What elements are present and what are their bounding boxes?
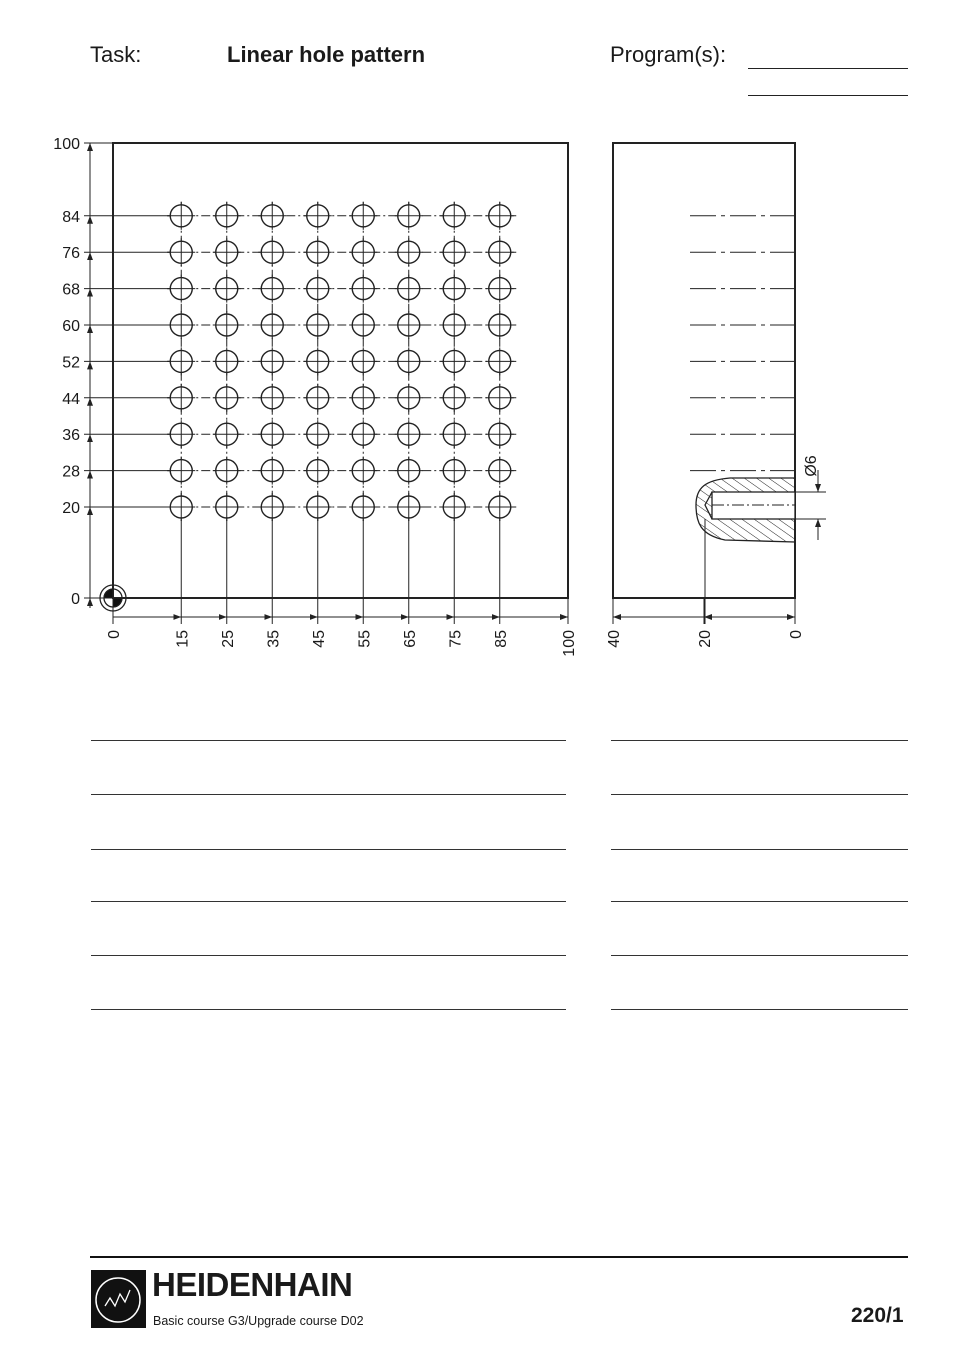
note-line-right[interactable]	[611, 849, 908, 850]
y-tick-label: 44	[62, 390, 80, 408]
diameter-label: Ø6	[803, 455, 820, 477]
heidenhain-logo-icon	[91, 1270, 146, 1328]
y-tick-label: 100	[53, 136, 80, 153]
hole	[304, 347, 332, 375]
hole	[258, 238, 286, 266]
hole	[213, 238, 241, 266]
hole	[167, 202, 195, 230]
hole	[486, 347, 514, 375]
y-tick-label: 60	[62, 318, 80, 335]
y-tick-label: 0	[71, 591, 80, 608]
hole	[258, 311, 286, 339]
x-tick-label: 65	[401, 630, 419, 648]
hole	[395, 275, 423, 303]
hole	[167, 457, 195, 485]
hole	[349, 275, 377, 303]
hole	[395, 384, 423, 412]
hole	[258, 457, 286, 485]
hole	[167, 420, 195, 448]
hole	[486, 457, 514, 485]
note-line-right[interactable]	[611, 901, 908, 902]
hole-section	[696, 470, 826, 624]
hole	[213, 347, 241, 375]
hole	[440, 202, 468, 230]
x-tick-label: 100	[561, 630, 578, 657]
hole	[213, 384, 241, 412]
x-tick-label: 15	[174, 630, 192, 648]
hole	[395, 238, 423, 266]
hole	[213, 311, 241, 339]
hole	[349, 384, 377, 412]
task-title: Linear hole pattern	[227, 42, 426, 67]
note-line-left[interactable]	[91, 740, 566, 741]
note-line-left[interactable]	[91, 794, 566, 795]
x-tick-label: 35	[265, 630, 283, 648]
hole	[167, 384, 195, 412]
y-tick-label: 20	[62, 500, 80, 517]
hole	[440, 275, 468, 303]
hole	[349, 493, 377, 521]
hole	[167, 347, 195, 375]
task-label: Task:	[90, 42, 142, 67]
hole	[486, 202, 514, 230]
hole	[486, 311, 514, 339]
hole	[213, 457, 241, 485]
x-tick-label: 25	[219, 630, 237, 648]
side-tick-label: 40	[606, 630, 623, 648]
front-view	[53, 136, 578, 657]
hole	[167, 238, 195, 266]
hole	[304, 457, 332, 485]
x-dimension-labels	[106, 630, 578, 657]
note-line-right[interactable]	[611, 955, 908, 956]
note-line-right[interactable]	[611, 740, 908, 741]
note-line-left[interactable]	[91, 849, 566, 850]
program-label: Program(s):	[610, 42, 727, 67]
side-hole-centerlines	[690, 216, 799, 471]
hole	[258, 275, 286, 303]
hole	[304, 202, 332, 230]
hole	[440, 457, 468, 485]
hole	[304, 384, 332, 412]
hole	[395, 420, 423, 448]
note-line-right[interactable]	[611, 794, 908, 795]
course-name: Basic course G3/Upgrade course D02	[153, 1314, 364, 1328]
x-tick-label: 0	[106, 630, 123, 639]
page-number: 220/1	[851, 1304, 904, 1327]
y-tick-label: 28	[62, 463, 80, 481]
y-dimension-labels	[53, 136, 80, 608]
brand-name: HEIDENHAIN	[152, 1266, 353, 1303]
note-line-left[interactable]	[91, 955, 566, 956]
hole	[258, 420, 286, 448]
side-dimension-marks	[613, 598, 795, 624]
hole	[304, 311, 332, 339]
hole	[440, 347, 468, 375]
hole	[213, 275, 241, 303]
side-tick-label: 0	[788, 630, 805, 639]
datum-symbol	[100, 585, 126, 611]
hole	[349, 457, 377, 485]
x-tick-label: 45	[310, 630, 328, 648]
hole	[486, 275, 514, 303]
hole	[486, 420, 514, 448]
note-line-left[interactable]	[91, 901, 566, 902]
hole	[395, 493, 423, 521]
hole	[486, 384, 514, 412]
y-tick-label: 76	[62, 245, 80, 263]
hole	[304, 493, 332, 521]
x-tick-label: 55	[356, 630, 374, 648]
footer-rule	[90, 1256, 908, 1258]
hole	[167, 493, 195, 521]
x-tick-label: 85	[492, 630, 510, 648]
hole	[304, 420, 332, 448]
hole	[258, 493, 286, 521]
hole	[440, 238, 468, 266]
hole	[304, 275, 332, 303]
hole	[440, 493, 468, 521]
hole	[349, 420, 377, 448]
hole	[213, 493, 241, 521]
side-tick-label: 20	[697, 630, 714, 648]
hole	[349, 202, 377, 230]
y-tick-label: 84	[62, 208, 80, 226]
note-line-left[interactable]	[91, 1009, 566, 1010]
y-tick-label: 68	[62, 281, 80, 299]
hole	[349, 311, 377, 339]
hole	[213, 202, 241, 230]
hole	[167, 311, 195, 339]
side-view	[606, 143, 826, 648]
hole	[395, 311, 423, 339]
hole	[213, 420, 241, 448]
hole	[349, 238, 377, 266]
hole	[440, 311, 468, 339]
hole	[486, 238, 514, 266]
side-dimension-labels	[606, 630, 805, 648]
hole	[486, 493, 514, 521]
note-line-right[interactable]	[611, 1009, 908, 1010]
hole	[258, 384, 286, 412]
hole	[395, 202, 423, 230]
hole	[349, 347, 377, 375]
hole	[304, 238, 332, 266]
hole	[258, 202, 286, 230]
hole	[440, 420, 468, 448]
y-tick-label: 36	[62, 427, 80, 445]
hole	[395, 347, 423, 375]
hole	[395, 457, 423, 485]
x-dimension-lines	[113, 507, 568, 624]
hole	[167, 275, 195, 303]
y-tick-label: 52	[62, 354, 80, 372]
x-tick-label: 75	[447, 630, 465, 648]
hole	[440, 384, 468, 412]
y-dimension-lines	[84, 143, 181, 608]
hole	[258, 347, 286, 375]
